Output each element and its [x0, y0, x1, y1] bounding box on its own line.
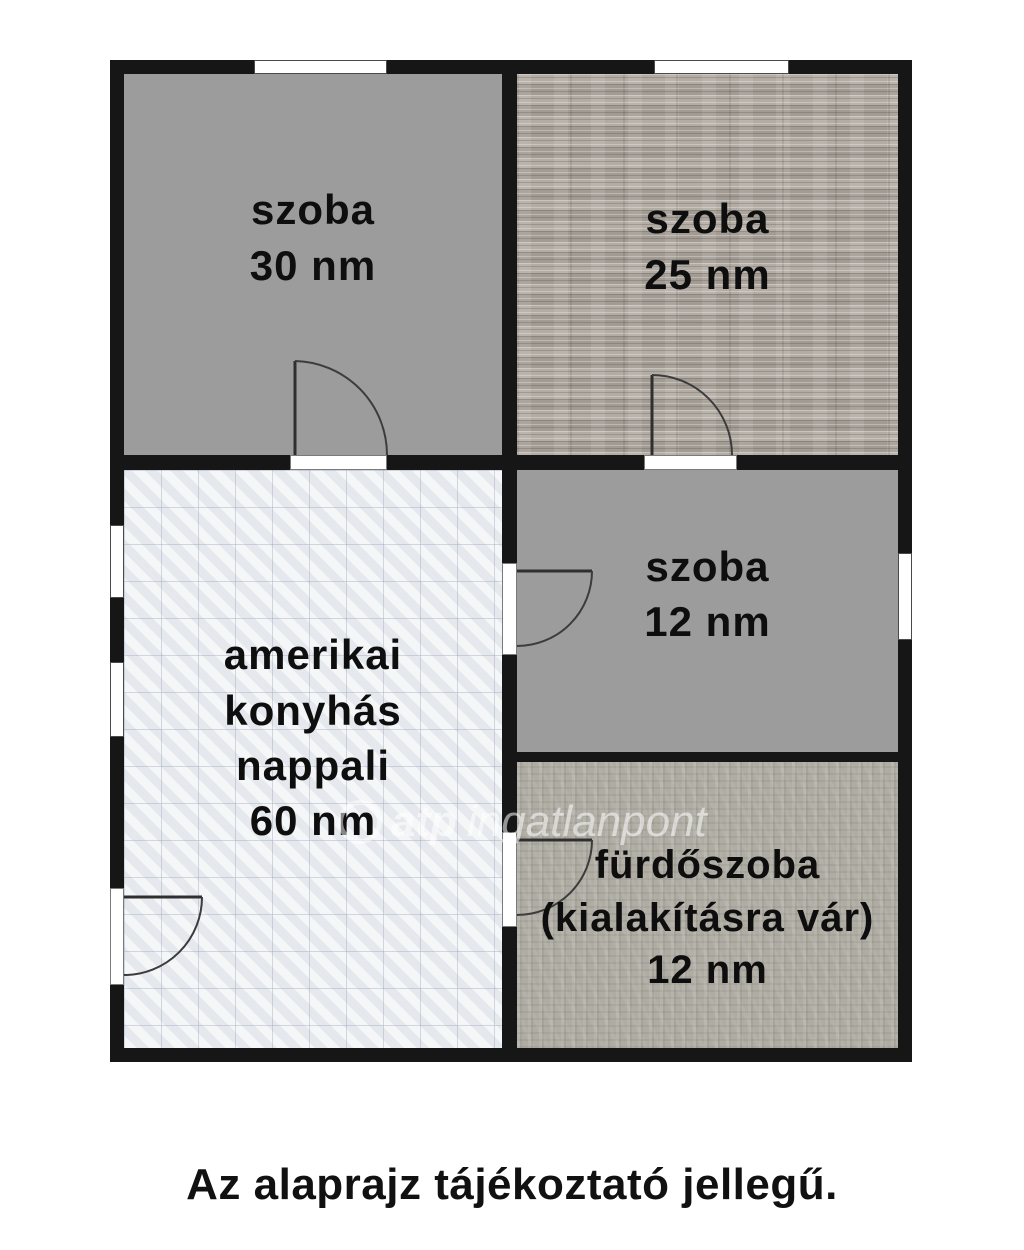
room-area: 60 nm	[249, 797, 377, 845]
room-name: szoba	[645, 195, 770, 243]
room-note: (kialakításra vár)	[540, 895, 875, 940]
room-szoba-30	[124, 74, 502, 455]
room-name: szoba	[645, 542, 770, 590]
room-area: 25 nm	[644, 250, 771, 298]
room-furdoszoba	[517, 762, 898, 1048]
room-szoba-25	[517, 74, 898, 455]
door-opening-furdoszoba	[502, 832, 517, 927]
door-opening-szoba25	[644, 455, 737, 470]
room-name: szoba	[250, 186, 375, 234]
wall-outer-bottom	[110, 1048, 912, 1062]
wall-middle-horizontal	[124, 455, 898, 470]
window-top-szoba25	[654, 60, 789, 74]
room-area: 30 nm	[249, 241, 377, 289]
room-name: konyhás	[224, 686, 402, 734]
wall-szoba12-furdoszoba	[517, 752, 898, 762]
wall-outer-top	[110, 60, 912, 74]
window-left-upper	[110, 525, 124, 598]
caption-disclaimer: Az alaprajz tájékoztató jellegű.	[186, 1160, 838, 1209]
room-szoba-12	[517, 470, 898, 752]
window-left-lower	[110, 662, 124, 737]
door-opening-szoba12	[502, 563, 517, 655]
door-opening-entry	[110, 888, 124, 985]
room-area: 12 nm	[647, 948, 768, 993]
window-right-szoba12	[898, 553, 912, 640]
watermark-suffix: ingatlanpont	[467, 797, 707, 846]
room-area: 12 nm	[644, 598, 771, 645]
window-top-szoba30	[254, 60, 387, 74]
watermark-brand: atp	[391, 797, 457, 846]
room-name: fürdőszoba	[594, 842, 821, 887]
room-name: amerikai	[223, 631, 403, 679]
room-name: nappali	[235, 742, 391, 789]
door-opening-szoba30	[290, 455, 387, 470]
room-nappali	[124, 470, 502, 1048]
